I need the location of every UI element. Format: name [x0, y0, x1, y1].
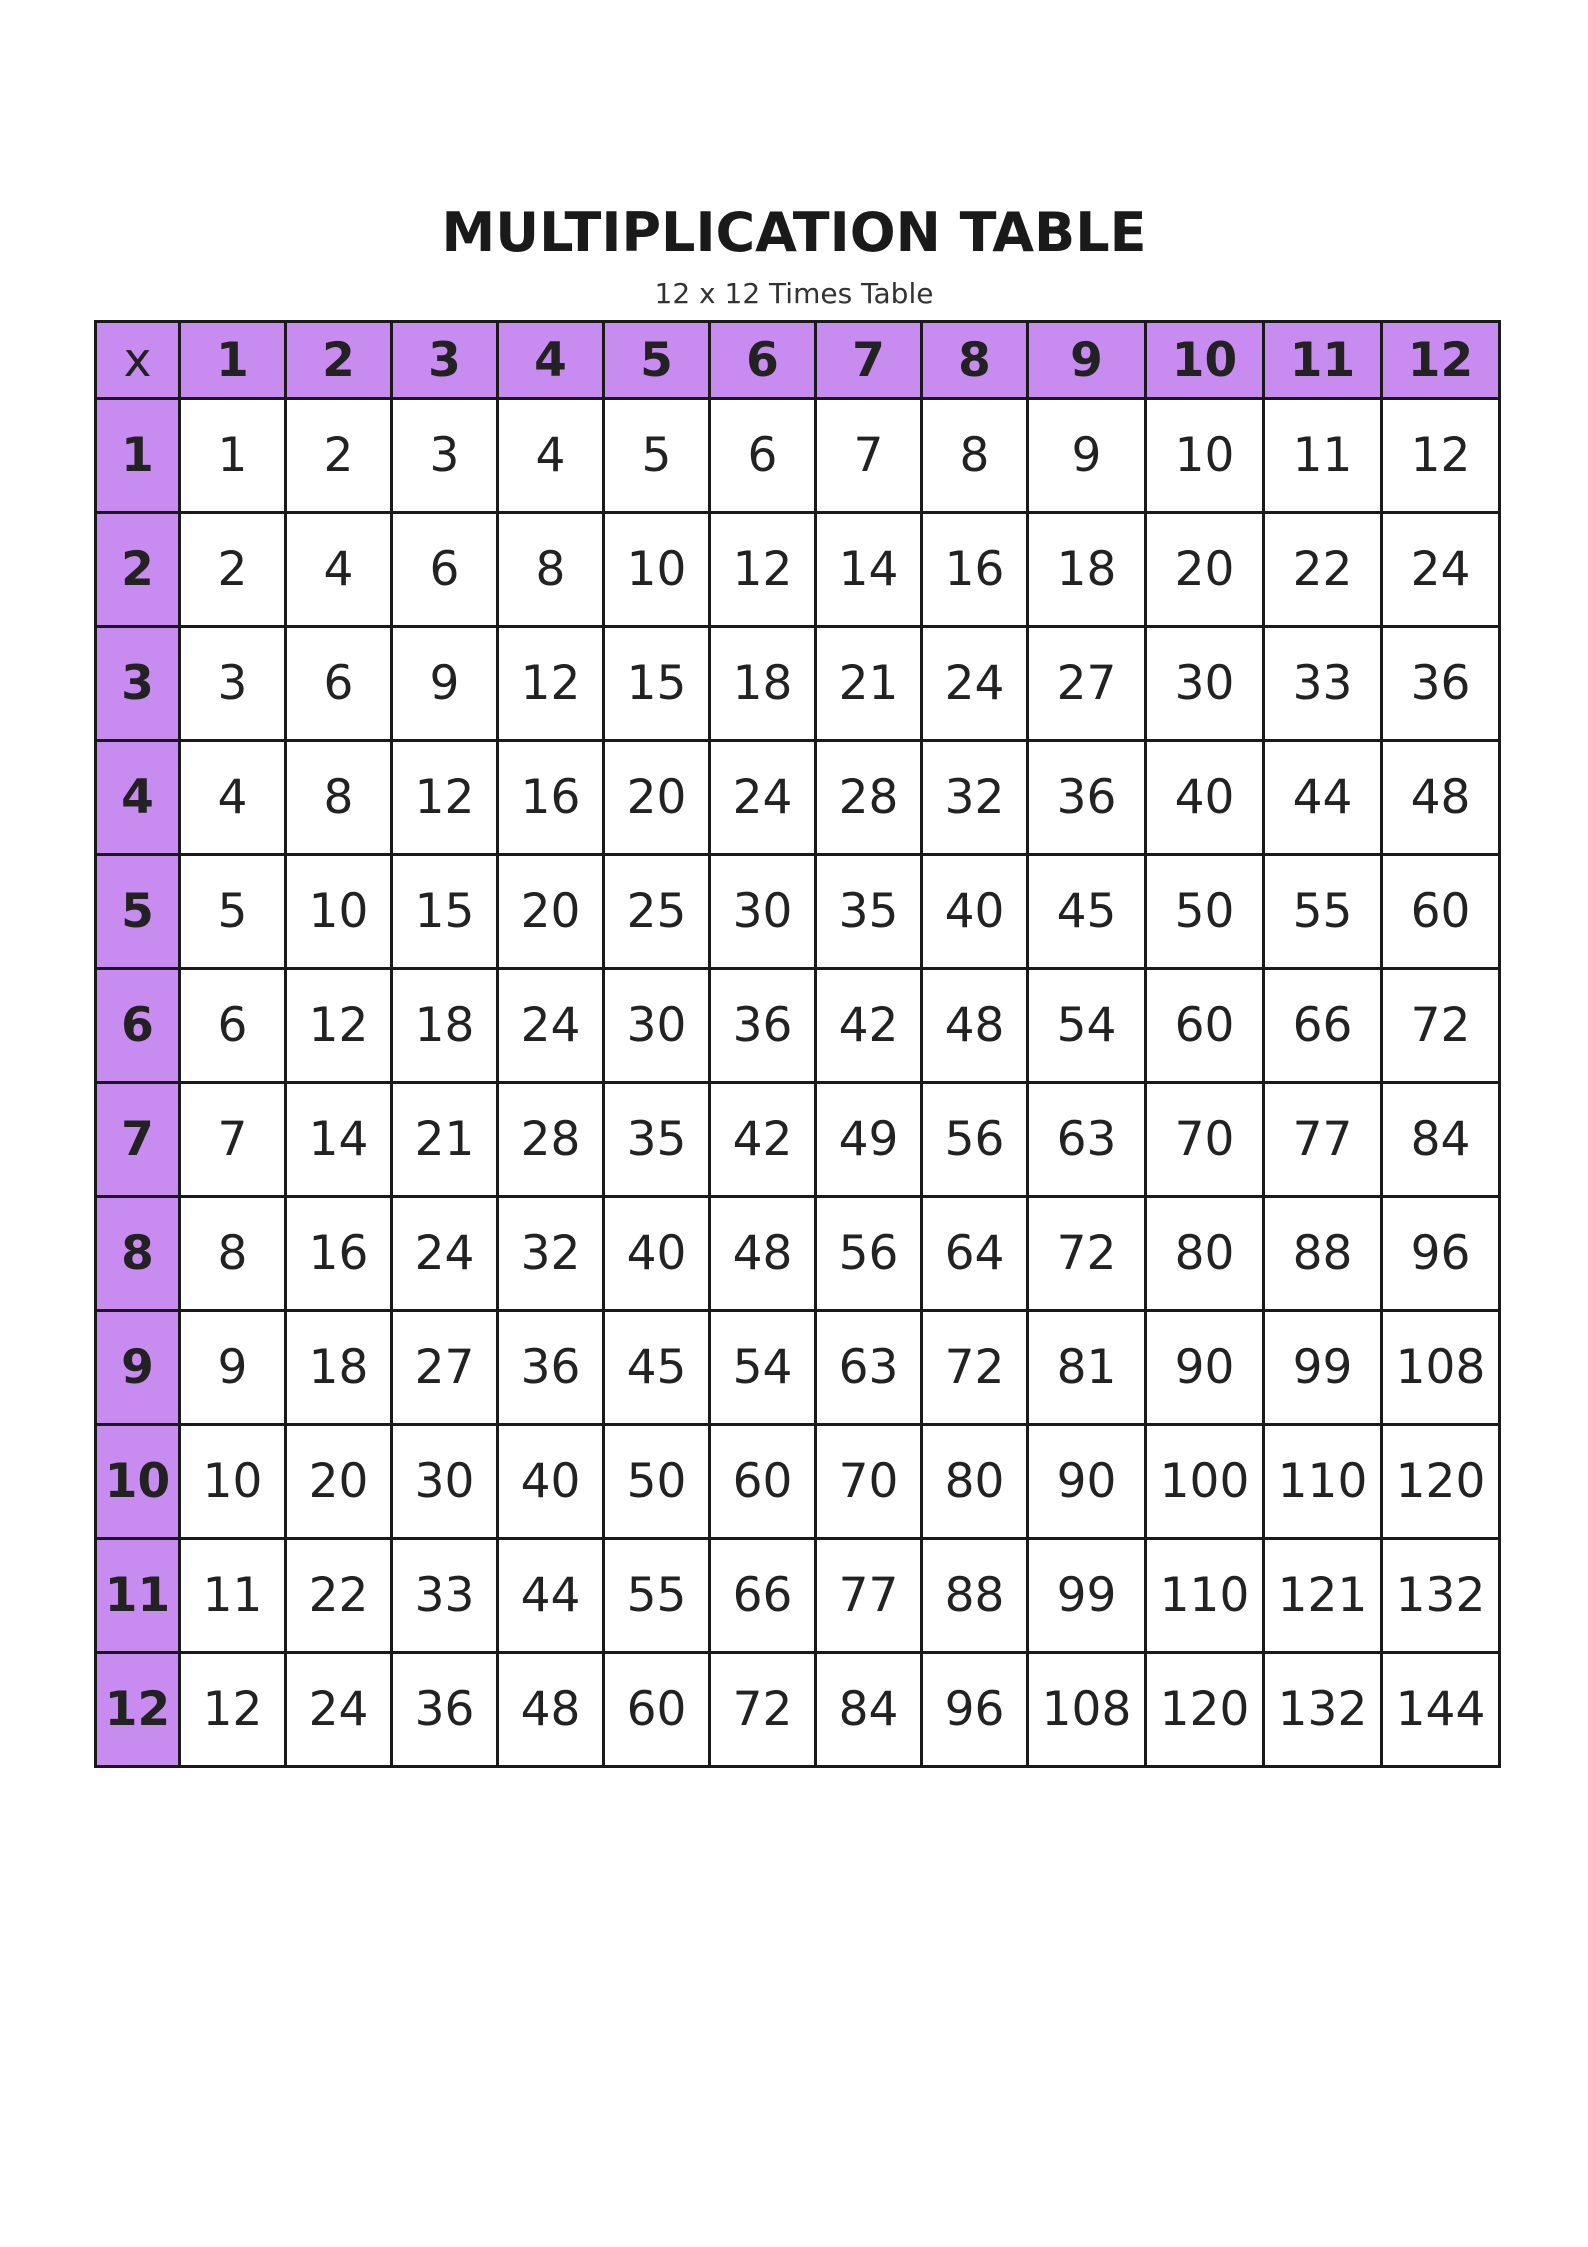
product-cell: 27 [1028, 627, 1146, 741]
table-row [96, 1653, 1500, 1767]
product-cell: 132 [1264, 1653, 1382, 1767]
product-cell: 20 [498, 855, 604, 969]
table-header-row [96, 322, 1500, 399]
product-cell: 44 [498, 1539, 604, 1653]
product-cell: 35 [816, 855, 922, 969]
column-header: 10 [1146, 322, 1264, 399]
page-subtitle: 12 x 12 Times Table [654, 277, 934, 310]
product-cell: 28 [816, 741, 922, 855]
product-cell: 66 [710, 1539, 816, 1653]
product-cell: 108 [1028, 1653, 1146, 1767]
table-row [96, 1311, 1500, 1425]
product-cell: 12 [1382, 399, 1500, 513]
product-cell: 11 [1264, 399, 1382, 513]
product-cell: 4 [180, 741, 286, 855]
product-cell: 6 [710, 399, 816, 513]
product-cell: 4 [498, 399, 604, 513]
product-cell: 18 [710, 627, 816, 741]
product-cell: 27 [392, 1311, 498, 1425]
product-cell: 50 [1146, 855, 1264, 969]
product-cell: 10 [180, 1425, 286, 1539]
table-row [96, 855, 1500, 969]
column-header: 4 [498, 322, 604, 399]
product-cell: 12 [286, 969, 392, 1083]
product-cell: 24 [392, 1197, 498, 1311]
product-cell: 30 [710, 855, 816, 969]
product-cell: 120 [1146, 1653, 1264, 1767]
product-cell: 54 [710, 1311, 816, 1425]
row-header: 3 [96, 627, 180, 741]
product-cell: 8 [180, 1197, 286, 1311]
row-header: 5 [96, 855, 180, 969]
product-cell: 2 [286, 399, 392, 513]
product-cell: 9 [1028, 399, 1146, 513]
product-cell: 40 [1146, 741, 1264, 855]
table-row [96, 399, 1500, 513]
table-row [96, 741, 1500, 855]
product-cell: 72 [710, 1653, 816, 1767]
product-cell: 72 [922, 1311, 1028, 1425]
multiplication-table [94, 320, 1501, 1768]
page-title: MULTIPLICATION TABLE [441, 201, 1147, 264]
product-cell: 20 [286, 1425, 392, 1539]
product-cell: 25 [604, 855, 710, 969]
product-cell: 30 [604, 969, 710, 1083]
column-header: 1 [180, 322, 286, 399]
product-cell: 56 [922, 1083, 1028, 1197]
product-cell: 24 [1382, 513, 1500, 627]
product-cell: 30 [1146, 627, 1264, 741]
product-cell: 88 [922, 1539, 1028, 1653]
product-cell: 16 [286, 1197, 392, 1311]
product-cell: 45 [1028, 855, 1146, 969]
column-header: 5 [604, 322, 710, 399]
product-cell: 5 [180, 855, 286, 969]
product-cell: 42 [816, 969, 922, 1083]
product-cell: 66 [1264, 969, 1382, 1083]
product-cell: 8 [286, 741, 392, 855]
product-cell: 12 [180, 1653, 286, 1767]
product-cell: 14 [816, 513, 922, 627]
row-header: 1 [96, 399, 180, 513]
row-header: 4 [96, 741, 180, 855]
product-cell: 48 [1382, 741, 1500, 855]
product-cell: 48 [498, 1653, 604, 1767]
product-cell: 120 [1382, 1425, 1500, 1539]
product-cell: 110 [1264, 1425, 1382, 1539]
product-cell: 36 [392, 1653, 498, 1767]
product-cell: 99 [1028, 1539, 1146, 1653]
product-cell: 24 [498, 969, 604, 1083]
product-cell: 22 [286, 1539, 392, 1653]
product-cell: 70 [1146, 1083, 1264, 1197]
product-cell: 24 [286, 1653, 392, 1767]
column-header: 9 [1028, 322, 1146, 399]
table-row [96, 1197, 1500, 1311]
product-cell: 14 [286, 1083, 392, 1197]
column-header: 11 [1264, 322, 1382, 399]
row-header: 2 [96, 513, 180, 627]
product-cell: 88 [1264, 1197, 1382, 1311]
product-cell: 1 [180, 399, 286, 513]
product-cell: 12 [498, 627, 604, 741]
product-cell: 8 [922, 399, 1028, 513]
product-cell: 56 [816, 1197, 922, 1311]
product-cell: 80 [1146, 1197, 1264, 1311]
product-cell: 84 [1382, 1083, 1500, 1197]
table-row [96, 1083, 1500, 1197]
product-cell: 63 [816, 1311, 922, 1425]
product-cell: 42 [710, 1083, 816, 1197]
product-cell: 40 [922, 855, 1028, 969]
product-cell: 5 [604, 399, 710, 513]
product-cell: 9 [180, 1311, 286, 1425]
row-header: 7 [96, 1083, 180, 1197]
product-cell: 20 [604, 741, 710, 855]
product-cell: 21 [392, 1083, 498, 1197]
product-cell: 16 [498, 741, 604, 855]
product-cell: 72 [1028, 1197, 1146, 1311]
product-cell: 60 [710, 1425, 816, 1539]
product-cell: 15 [604, 627, 710, 741]
product-cell: 60 [1146, 969, 1264, 1083]
product-cell: 108 [1382, 1311, 1500, 1425]
column-header: 12 [1382, 322, 1500, 399]
product-cell: 144 [1382, 1653, 1500, 1767]
product-cell: 35 [604, 1083, 710, 1197]
corner-cell: x [96, 322, 180, 399]
product-cell: 55 [1264, 855, 1382, 969]
product-cell: 18 [1028, 513, 1146, 627]
product-cell: 132 [1382, 1539, 1500, 1653]
product-cell: 10 [604, 513, 710, 627]
product-cell: 24 [922, 627, 1028, 741]
product-cell: 100 [1146, 1425, 1264, 1539]
product-cell: 24 [710, 741, 816, 855]
column-header: 6 [710, 322, 816, 399]
product-cell: 48 [922, 969, 1028, 1083]
column-header: 2 [286, 322, 392, 399]
product-cell: 2 [180, 513, 286, 627]
column-header: 8 [922, 322, 1028, 399]
product-cell: 50 [604, 1425, 710, 1539]
product-cell: 81 [1028, 1311, 1146, 1425]
product-cell: 110 [1146, 1539, 1264, 1653]
product-cell: 30 [392, 1425, 498, 1539]
product-cell: 8 [498, 513, 604, 627]
table-row [96, 627, 1500, 741]
product-cell: 36 [1382, 627, 1500, 741]
product-cell: 32 [498, 1197, 604, 1311]
product-cell: 10 [1146, 399, 1264, 513]
product-cell: 12 [392, 741, 498, 855]
product-cell: 3 [392, 399, 498, 513]
product-cell: 32 [922, 741, 1028, 855]
column-header: 7 [816, 322, 922, 399]
row-header: 8 [96, 1197, 180, 1311]
product-cell: 70 [816, 1425, 922, 1539]
product-cell: 28 [498, 1083, 604, 1197]
product-cell: 49 [816, 1083, 922, 1197]
row-header: 9 [96, 1311, 180, 1425]
product-cell: 77 [816, 1539, 922, 1653]
product-cell: 77 [1264, 1083, 1382, 1197]
product-cell: 22 [1264, 513, 1382, 627]
product-cell: 21 [816, 627, 922, 741]
product-cell: 9 [392, 627, 498, 741]
product-cell: 36 [498, 1311, 604, 1425]
product-cell: 18 [392, 969, 498, 1083]
product-cell: 90 [1028, 1425, 1146, 1539]
product-cell: 99 [1264, 1311, 1382, 1425]
product-cell: 7 [180, 1083, 286, 1197]
product-cell: 7 [816, 399, 922, 513]
product-cell: 20 [1146, 513, 1264, 627]
product-cell: 40 [498, 1425, 604, 1539]
row-header: 6 [96, 969, 180, 1083]
product-cell: 60 [604, 1653, 710, 1767]
product-cell: 45 [604, 1311, 710, 1425]
product-cell: 15 [392, 855, 498, 969]
product-cell: 16 [922, 513, 1028, 627]
product-cell: 84 [816, 1653, 922, 1767]
product-cell: 6 [180, 969, 286, 1083]
product-cell: 3 [180, 627, 286, 741]
product-cell: 6 [286, 627, 392, 741]
row-header: 12 [96, 1653, 180, 1767]
product-cell: 10 [286, 855, 392, 969]
product-cell: 18 [286, 1311, 392, 1425]
product-cell: 33 [1264, 627, 1382, 741]
table-row [96, 513, 1500, 627]
product-cell: 80 [922, 1425, 1028, 1539]
product-cell: 96 [922, 1653, 1028, 1767]
row-header: 10 [96, 1425, 180, 1539]
product-cell: 12 [710, 513, 816, 627]
product-cell: 4 [286, 513, 392, 627]
product-cell: 63 [1028, 1083, 1146, 1197]
row-header: 11 [96, 1539, 180, 1653]
product-cell: 55 [604, 1539, 710, 1653]
table-row [96, 1539, 1500, 1653]
product-cell: 90 [1146, 1311, 1264, 1425]
product-cell: 11 [180, 1539, 286, 1653]
product-cell: 48 [710, 1197, 816, 1311]
product-cell: 72 [1382, 969, 1500, 1083]
product-cell: 96 [1382, 1197, 1500, 1311]
product-cell: 121 [1264, 1539, 1382, 1653]
product-cell: 36 [1028, 741, 1146, 855]
product-cell: 33 [392, 1539, 498, 1653]
product-cell: 54 [1028, 969, 1146, 1083]
product-cell: 64 [922, 1197, 1028, 1311]
table-row [96, 969, 1500, 1083]
product-cell: 60 [1382, 855, 1500, 969]
column-header: 3 [392, 322, 498, 399]
product-cell: 6 [392, 513, 498, 627]
product-cell: 40 [604, 1197, 710, 1311]
product-cell: 44 [1264, 741, 1382, 855]
table-row [96, 1425, 1500, 1539]
product-cell: 36 [710, 969, 816, 1083]
